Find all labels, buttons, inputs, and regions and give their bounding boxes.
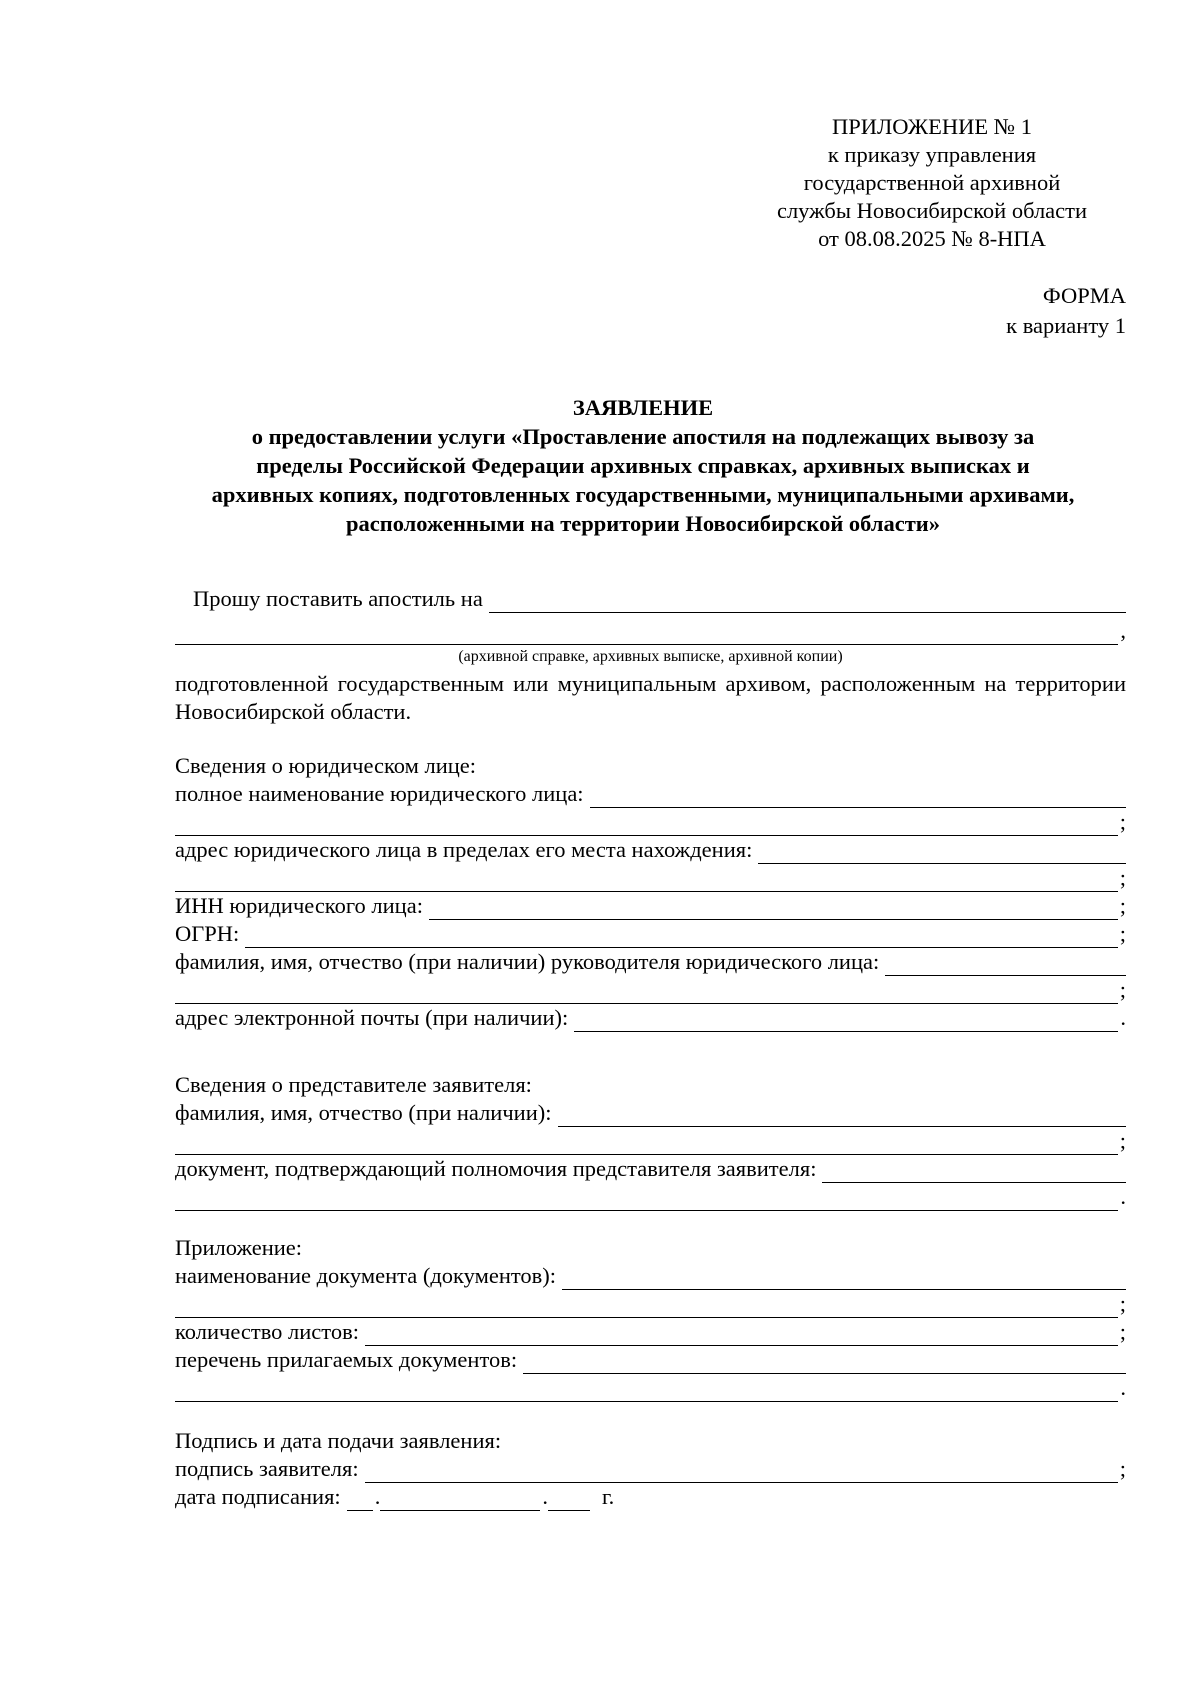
rep-document-label: документ, подтверждающий полномочия представителя заявителя: bbox=[175, 1156, 817, 1181]
head-name-field-2[interactable] bbox=[175, 981, 1118, 1004]
appendix-block bbox=[732, 113, 1132, 253]
period-mark: . bbox=[1120, 1005, 1126, 1030]
doc-name-row bbox=[175, 1262, 1126, 1290]
doc-list-label: перечень прилагаемых документов: bbox=[175, 1347, 518, 1372]
rep-document-row bbox=[175, 1155, 1126, 1183]
rep-name-row-2 bbox=[175, 1127, 1126, 1155]
semicolon-mark: ; bbox=[1119, 893, 1126, 918]
semicolon-mark: ; bbox=[1119, 921, 1126, 946]
period-mark: . bbox=[1120, 1184, 1126, 1209]
rep-document-field[interactable] bbox=[822, 1160, 1126, 1183]
appendix-line: государственной архивной bbox=[803, 170, 1061, 195]
full-name-field[interactable] bbox=[590, 785, 1126, 808]
inn-label: ИНН юридического лица: bbox=[175, 893, 423, 918]
appendix-line: ПРИЛОЖЕНИЕ № 1 bbox=[831, 114, 1033, 139]
full-name-field-2[interactable] bbox=[175, 813, 1118, 836]
signature-label: подпись заявителя: bbox=[175, 1456, 359, 1481]
full-name-row bbox=[175, 780, 1126, 808]
date-label: дата подписания: bbox=[175, 1484, 341, 1509]
title-line: о предоставлении услуги «Проставление апостиля на подлежащих вывозу за bbox=[251, 424, 1035, 449]
appendix-line: от 08.08.2025 № 8-НПА bbox=[818, 226, 1046, 251]
request-continuation: подготовленной государственным или муниципальным архивом, расположенным на территории Новосибирской области. bbox=[175, 671, 1126, 724]
variant-label: к варианту 1 bbox=[1006, 313, 1126, 338]
semicolon-mark: ; bbox=[1119, 1128, 1126, 1153]
rep-document-field-2[interactable] bbox=[175, 1188, 1118, 1211]
head-name-row bbox=[175, 948, 1126, 976]
year-suffix: г. bbox=[601, 1484, 615, 1509]
address-field-2[interactable] bbox=[175, 869, 1118, 892]
comma-mark: , bbox=[1120, 618, 1126, 643]
semicolon-mark: ; bbox=[1119, 1291, 1126, 1316]
head-name-field[interactable] bbox=[885, 953, 1126, 976]
semicolon-mark: ; bbox=[1119, 1319, 1126, 1344]
email-label: адрес электронной почты (при наличии): bbox=[175, 1005, 569, 1030]
semicolon-mark: ; bbox=[1119, 1456, 1126, 1481]
title-line: расположенными на территории Новосибирской области» bbox=[345, 511, 940, 536]
doc-list-row-2 bbox=[175, 1374, 1126, 1402]
attachment-heading: Приложение: bbox=[175, 1235, 303, 1260]
signature-field[interactable] bbox=[365, 1460, 1118, 1483]
rep-name-label: фамилия, имя, отчество (при наличии): bbox=[175, 1100, 552, 1125]
email-row bbox=[175, 1004, 1126, 1032]
semicolon-mark: ; bbox=[1119, 809, 1126, 834]
doc-name-field-2[interactable] bbox=[175, 1295, 1118, 1318]
date-year-field[interactable] bbox=[548, 1488, 590, 1511]
doc-name-label: наименование документа (документов): bbox=[175, 1263, 557, 1288]
request-hint: (архивной справке, архивных выписке, архивной копии) bbox=[458, 648, 843, 665]
doc-list-row bbox=[175, 1346, 1126, 1374]
request-field-2[interactable] bbox=[175, 622, 1118, 645]
doc-name-field[interactable] bbox=[562, 1267, 1126, 1290]
rep-name-row bbox=[175, 1099, 1126, 1127]
semicolon-mark: ; bbox=[1119, 977, 1126, 1002]
inn-row bbox=[175, 892, 1126, 920]
address-row bbox=[175, 836, 1126, 864]
doc-list-field[interactable] bbox=[523, 1351, 1126, 1374]
document-title bbox=[160, 393, 1126, 538]
doc-name-row-2 bbox=[175, 1290, 1126, 1318]
full-name-row-2 bbox=[175, 808, 1126, 836]
legal-entity-heading: Сведения о юридическом лице: bbox=[175, 753, 477, 778]
doc-list-field-2[interactable] bbox=[175, 1379, 1118, 1402]
request-field[interactable] bbox=[489, 590, 1126, 613]
semicolon-mark: ; bbox=[1119, 865, 1126, 890]
rep-name-field[interactable] bbox=[558, 1104, 1127, 1127]
address-label: адрес юридического лица в пределах его места нахождения: bbox=[175, 837, 753, 862]
rep-name-field-2[interactable] bbox=[175, 1132, 1118, 1155]
full-name-label: полное наименование юридического лица: bbox=[175, 781, 584, 806]
appendix-line: к приказу управления bbox=[827, 142, 1037, 167]
ogrn-field[interactable] bbox=[245, 925, 1117, 948]
title-line: пределы Российской Федерации архивных справках, архивных выписках и bbox=[256, 453, 1030, 478]
date-row bbox=[175, 1483, 1126, 1511]
title-heading: ЗАЯВЛЕНИЕ bbox=[572, 395, 714, 420]
date-day-field[interactable] bbox=[347, 1488, 373, 1511]
appendix-line: службы Новосибирской области bbox=[776, 198, 1088, 223]
representative-heading: Сведения о представителе заявителя: bbox=[175, 1072, 532, 1097]
request-label: Прошу поставить апостиль на bbox=[193, 586, 483, 611]
form-note bbox=[780, 281, 1126, 341]
request-row bbox=[175, 585, 1126, 613]
signature-row bbox=[175, 1455, 1126, 1483]
pages-label: количество листов: bbox=[175, 1319, 359, 1344]
pages-field[interactable] bbox=[365, 1323, 1118, 1346]
email-field[interactable] bbox=[574, 1009, 1118, 1032]
period-mark: . bbox=[1120, 1375, 1126, 1400]
pages-row bbox=[175, 1318, 1126, 1346]
ogrn-label: ОГРН: bbox=[175, 921, 240, 946]
signature-heading: Подпись и дата подачи заявления: bbox=[175, 1428, 502, 1453]
form-label: ФОРМА bbox=[1042, 283, 1126, 308]
inn-field[interactable] bbox=[429, 897, 1118, 920]
head-name-row-2 bbox=[175, 976, 1126, 1004]
dot-mark: . bbox=[374, 1484, 381, 1509]
title-line: архивных копиях, подготовленных государственными, муниципальными архивами, bbox=[211, 482, 1075, 507]
dot-mark: . bbox=[542, 1484, 548, 1509]
request-row-2 bbox=[175, 617, 1126, 645]
ogrn-row bbox=[175, 920, 1126, 948]
date-month-field[interactable] bbox=[380, 1488, 540, 1511]
address-field[interactable] bbox=[758, 841, 1126, 864]
address-row-2 bbox=[175, 864, 1126, 892]
rep-document-row-2 bbox=[175, 1183, 1126, 1211]
head-name-label: фамилия, имя, отчество (при наличии) руководителя юридического лица: bbox=[175, 949, 880, 974]
